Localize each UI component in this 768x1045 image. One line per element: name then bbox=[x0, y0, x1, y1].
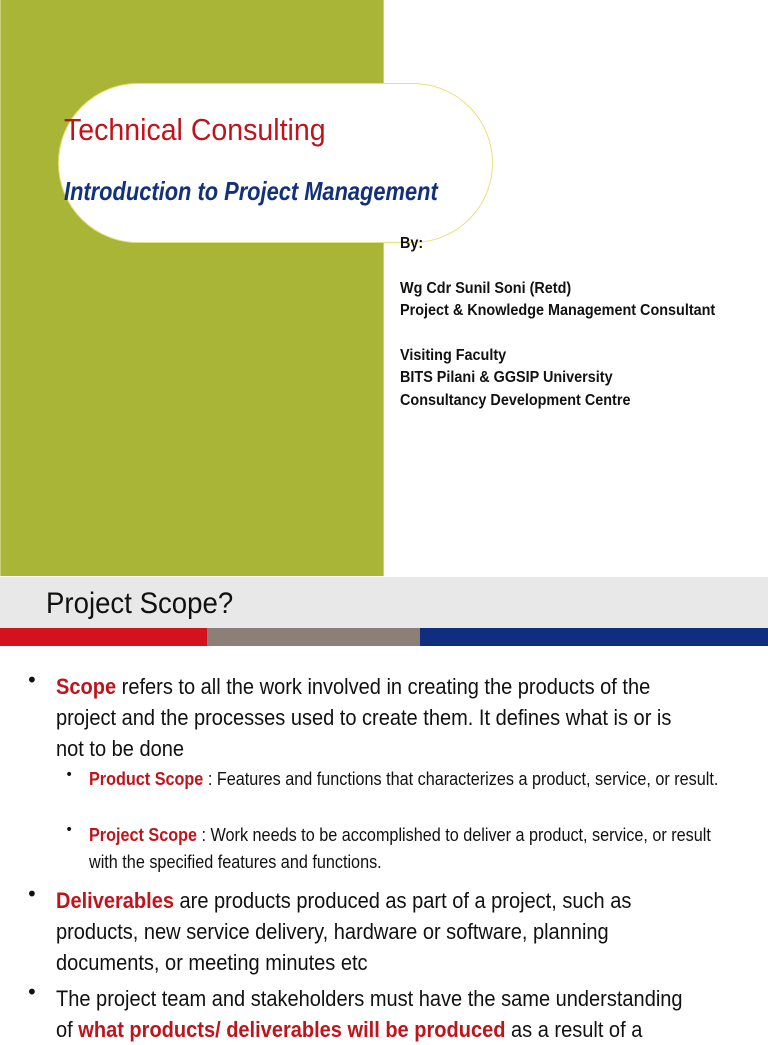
title-pill-shape bbox=[58, 83, 493, 243]
author-role: Project & Knowledge Management Consultant bbox=[400, 302, 716, 319]
bullet-dot-icon: • bbox=[65, 767, 74, 783]
spacer bbox=[400, 256, 715, 278]
slide-title: Project Scope? bbox=[46, 587, 234, 620]
author-block bbox=[400, 233, 715, 412]
bullet-text: refers to all the work involved in creating the products of the project and the processes used to create them. It defines what is or is not to be done bbox=[56, 674, 672, 761]
keyword-deliverables-produced: what products/ deliverables will be produced bbox=[78, 1017, 506, 1042]
header-stripe-taupe bbox=[207, 628, 420, 646]
bullet-dot-icon: • bbox=[26, 668, 38, 692]
bullet-text: : Features and functions that characterizes a product, service, or result. bbox=[203, 769, 719, 789]
bullet-dot-icon: • bbox=[26, 882, 38, 906]
keyword-project-scope: Project Scope bbox=[89, 825, 198, 845]
project-scope-slide bbox=[0, 577, 768, 1042]
bullet-dot-icon: • bbox=[65, 822, 74, 838]
author-affiliation-3: Consultancy Development Centre bbox=[400, 391, 631, 409]
deck-title: Technical Consulting bbox=[64, 112, 326, 147]
author-name: Wg Cdr Sunil Soni (Retd) bbox=[400, 279, 572, 297]
by-label: By: bbox=[400, 235, 424, 252]
header-stripe-red bbox=[0, 628, 207, 646]
bullet-product-scope bbox=[89, 766, 719, 793]
bullet-shared-understanding bbox=[56, 983, 693, 1045]
bullet-text: as a result of a bbox=[505, 1017, 643, 1042]
slide-header-band bbox=[0, 577, 768, 628]
bullet-text: : Work needs to be accomplished to deliver a product, service, or result with the specified features and functions. bbox=[89, 825, 711, 872]
spacer bbox=[400, 323, 715, 345]
bullet-project-scope bbox=[89, 822, 719, 876]
author-affiliation-1: Visiting Faculty bbox=[400, 346, 507, 364]
deck-subtitle: Introduction to Project Management bbox=[64, 176, 438, 206]
bullet-text: are products produced as part of a project, such as products, new service delivery, hardware or software, planning documents, or meeting minutes etc bbox=[56, 888, 632, 975]
author-affiliation-2: BITS Pilani & GGSIP University bbox=[400, 369, 613, 386]
keyword-deliverables: Deliverables bbox=[56, 888, 174, 913]
bullet-text: The project team and stakeholders must have the same understanding of bbox=[56, 986, 683, 1042]
keyword-product-scope: Product Scope bbox=[89, 769, 204, 789]
bullet-scope bbox=[56, 671, 693, 764]
bullet-deliverables bbox=[56, 885, 693, 978]
header-stripe-navy bbox=[420, 628, 768, 646]
keyword-scope: Scope bbox=[56, 674, 117, 699]
bullet-dot-icon: • bbox=[26, 980, 38, 1004]
